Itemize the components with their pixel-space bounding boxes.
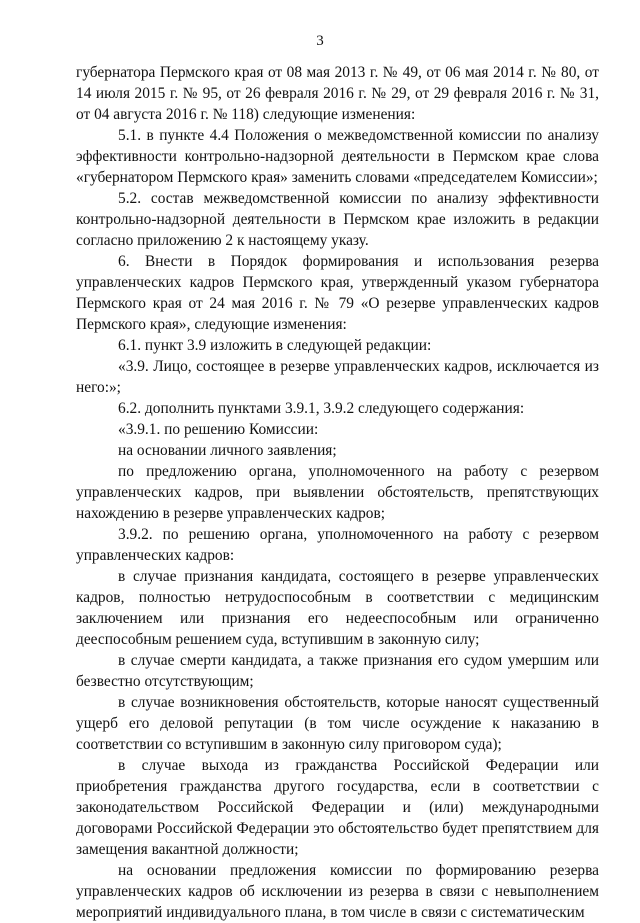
- list-item-commission-proposal: на основании предложения комиссии по формированию резерва управленческих кадров об исключении из резерва в связи с невыполнением мероприятий индивидуального плана, в том числе в связи с систематическим: [76, 862, 599, 921]
- paragraph-3-9-1: «3.9.1. по решению Комиссии:: [118, 421, 319, 438]
- paragraph-3-9-quote: «3.9. Лицо, состоящее в резерве управленческих кадров, исключается из него:»;: [76, 358, 599, 396]
- list-item-citizenship: в случае выхода из гражданства Российской Федерации или приобретения гражданства другого государства, если в соответствии с законодательством Российской Федерации и (или) международными договорами Российской Федерации это обстоятельство будет препятствием для замещения вакантной должности;: [76, 757, 599, 858]
- document-body: [76, 62, 599, 923]
- page-number: 3: [316, 33, 324, 49]
- paragraph-6: 6. Внести в Порядок формирования и использования резерва управленческих кадров Пермского края, утвержденный указом губернатора Пермского края от 24 мая 2016 г. № 79 «О резерве управленческих кадров Пермского края», следующие изменения:: [76, 253, 599, 333]
- list-item-authority-proposal: по предложению органа, уполномоченного на работу с резервом управленческих кадров, при выявлении обстоятельств, препятствующих нахождению в резерве управленческих кадров;: [76, 463, 599, 522]
- list-item-death: в случае смерти кандидата, а также признания его судом умершим или безвестно отсутствующим;: [76, 652, 599, 690]
- list-item-personal-application: на основании личного заявления;: [118, 442, 337, 459]
- paragraph-5-2: 5.2. состав межведомственной комиссии по анализу эффективности контрольно-надзорной деятельности в Пермском крае изложить в редакции согласно приложению 2 к настоящему указу.: [76, 190, 599, 249]
- list-item-reputation: в случае возникновения обстоятельств, которые наносят существенный ущерб его деловой репутации (в том числе осуждение к наказанию в соответствии со вступившим в законную силу приговором суда);: [76, 694, 599, 753]
- list-item-incapacity: в случае признания кандидата, состоящего в резерве управленческих кадров, полностью нетрудоспособным в соответствии с медицинским заключением или признания его недееспособным или ограниченно дееспособным решением суда, вступившим в законную силу;: [76, 568, 599, 648]
- paragraph-6-2: 6.2. дополнить пунктами 3.9.1, 3.9.2 следующего содержания:: [118, 400, 525, 417]
- paragraph-6-1: 6.1. пункт 3.9 изложить в следующей редакции:: [118, 337, 432, 354]
- paragraph-3-9-2: 3.9.2. по решению органа, уполномоченного на работу с резервом управленческих кадров:: [76, 526, 599, 564]
- paragraph-decree-list-continuation: губернатора Пермского края от 08 мая 2013 г. № 49, от 06 мая 2014 г. № 80, от 14 июля 2015 г. № 95, от 26 февраля 2016 г. № 29, от 29 февраля 2016 г. № 31, от 04 августа 2016 г. № 118) следующие изменения:: [76, 64, 599, 123]
- paragraph-5-1: 5.1. в пункте 4.4 Положения о межведомственной комиссии по анализу эффективности контрольно-надзорной деятельности в Пермском крае слова «губернатором Пермского края» заменить словами «председателем Комиссии»;: [76, 127, 599, 186]
